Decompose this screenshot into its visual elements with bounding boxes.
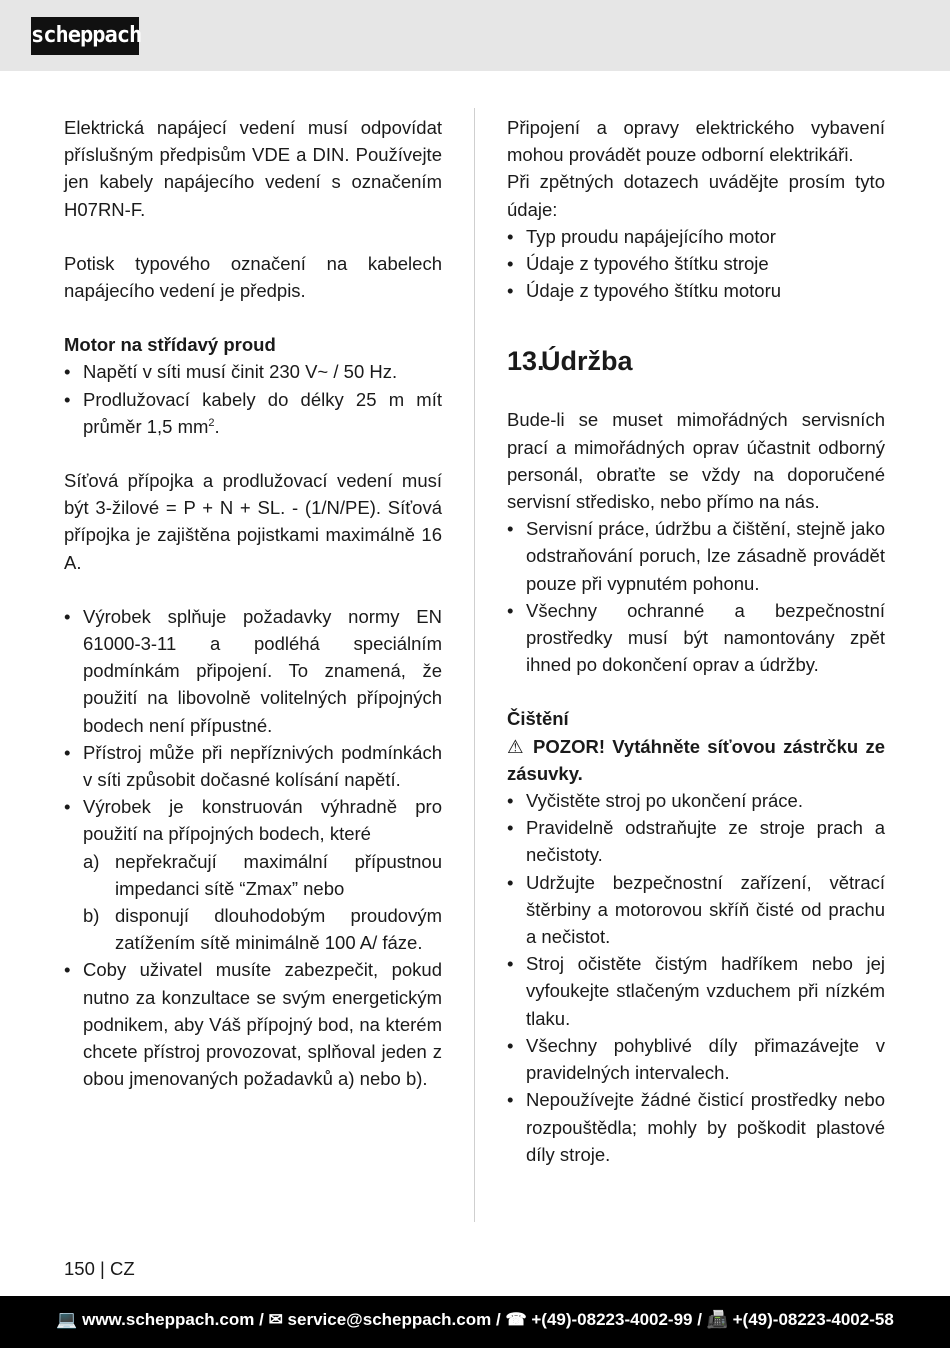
list-item: • Výrobek je konstruován výhradně pro použití na přípojných bodech, které a) nepřekračují maximální přípustnou impedanci sítě “Zmax” nebo b) disponují dlouhodobým proudovým zatížením sítě minimálně 100 A/ fáze. xyxy=(64,793,442,956)
page-header xyxy=(0,0,950,71)
list-item: • Přístroj může při nepříznivých podmínkách v síti způsobit dočasné kolísání napětí. xyxy=(64,739,442,793)
list-item: • Údaje z typového štítku stroje xyxy=(507,250,885,277)
fax-number: +(49)-08223-4002-58 xyxy=(732,1310,894,1329)
page-number: 150 | CZ xyxy=(64,1258,135,1279)
paragraph: Bude-li se muset mimořádných servisních prací a mimořádných oprav účastnit odborný personál, obraťte se vždy na doporučené servisní středisko, nebo přímo na nás. xyxy=(507,409,885,513)
scheppach-logo: scheppach xyxy=(31,17,139,55)
query-list xyxy=(507,223,885,305)
list-item: • Stroj očistěte čistým hadříkem nebo jej vyfoukejte stlačeným vzduchem při nízkém tlaku. xyxy=(507,950,885,1032)
phone-number: +(49)-08223-4002-99 xyxy=(531,1310,693,1329)
list-item: • Pravidelně odstraňujte ze stroje prach a nečistoty. xyxy=(507,814,885,868)
website-link[interactable]: www.scheppach.com xyxy=(82,1310,255,1329)
section-title: Údržba xyxy=(541,346,633,377)
list-item: • Vyčistěte stroj po ukončení práce. xyxy=(507,787,885,814)
paragraph: Připojení a opravy elektrického vybavení mohou provádět pouze odborní elektrikáři. xyxy=(507,117,885,166)
paragraph: Při zpětných dotazech uvádějte prosím tyto údaje: xyxy=(507,171,885,220)
list-item: • Nepoužívejte žádné čisticí prostředky nebo rozpouštědla; mohly by poškodit plastové díly stroje. xyxy=(507,1086,885,1168)
service-list xyxy=(507,515,885,678)
list-item: • Prodlužovací kabely do délky 25 m mít průměr 1,5 $mm^2$. xyxy=(64,386,442,440)
right-column xyxy=(507,114,885,1168)
list-item: • Napětí v síti musí činit 230 V~ / 50 Hz. xyxy=(64,358,442,385)
left-column xyxy=(64,114,442,1093)
section-number: 13. xyxy=(507,346,545,377)
cleaning-heading: Čištění xyxy=(507,708,569,730)
motor-heading: Motor na střídavý proud xyxy=(64,334,276,356)
list-item: • Všechny ochranné a bezpečnostní prostředky musí být namontovány zpět ihned po dokončení oprav a údržby. xyxy=(507,597,885,679)
paragraph: Elektrická napájecí vedení musí odpovídat příslušným předpisům VDE a DIN. Používejte jen kabely napájecího vedení s označením H07RN-F. xyxy=(64,117,442,220)
list-item: • Servisní práce, údržbu a čištění, stejně jako odstraňování poruch, lze zásadně provádět pouze při vypnutém pohonu. xyxy=(507,515,885,597)
list-item: • Údaje z typového štítku motoru xyxy=(507,277,885,304)
list-item: • Coby uživatel musíte zabezpečit, pokud nutno za konzultace se svým energetickým podnikem, aby Váš přípojný bod, na kterém chcete přístroj provozovat, splňoval jeden z obou jmenovaných požadavků a) nebo b). xyxy=(64,956,442,1092)
sub-list xyxy=(83,848,442,957)
list-item: • Typ proudu napájejícího motor xyxy=(507,223,885,250)
fax-icon: 📠 xyxy=(706,1310,728,1329)
computer-icon: 💻 xyxy=(56,1310,78,1329)
warning-text: ⚠ POZOR! Vytáhněte síťovou zástrčku ze zásuvky. xyxy=(507,735,885,784)
list-item: • Výrobek splňuje požadavky normy EN 61000-3-11 a podléhá speciálním podmínkám připojení. To znamená, že použití na libovolně volitelných přípojných bodech není přípustné. xyxy=(64,603,442,739)
motor-list xyxy=(64,358,442,440)
list-item: • Udržujte bezpečnostní zařízení, větrací štěrbiny a motorovou skříň čisté od prachu a nečistot. xyxy=(507,869,885,951)
phone-icon: ☎ xyxy=(505,1310,527,1329)
email-link[interactable]: service@scheppach.com xyxy=(287,1310,492,1329)
section-heading xyxy=(507,346,885,376)
requirements-list xyxy=(64,603,442,1093)
list-item: • Všechny pohyblivé díly přimazávejte v pravidelných intervalech. xyxy=(507,1032,885,1086)
mail-icon: ✉ xyxy=(268,1310,283,1329)
sub-list-item: b) disponují dlouhodobým proudovým zatížením sítě minimálně 100 A/ fáze. xyxy=(83,905,442,954)
sub-list-item: a) nepřekračují maximální přípustnou impedanci sítě “Zmax” nebo xyxy=(83,850,442,899)
paragraph: Potisk typového označení na kabelech napájecího vedení je předpis. xyxy=(64,252,442,302)
page-footer: 💻 www.scheppach.com / ✉ service@scheppach.com / ☎ +(49)-08223-4002-99 / 📠 +(49)-08223-4002-58 xyxy=(0,1296,950,1348)
warning-icon: ⚠ xyxy=(507,735,526,757)
column-divider xyxy=(474,108,475,1222)
cleaning-list xyxy=(507,787,885,1168)
paragraph: Síťová přípojka a prodlužovací vedení musí být 3-žilové = P + N + SL. - (1/N/PE). Síťová přípojka je zajištěna pojistkami maximálně 16 A. xyxy=(64,470,442,573)
